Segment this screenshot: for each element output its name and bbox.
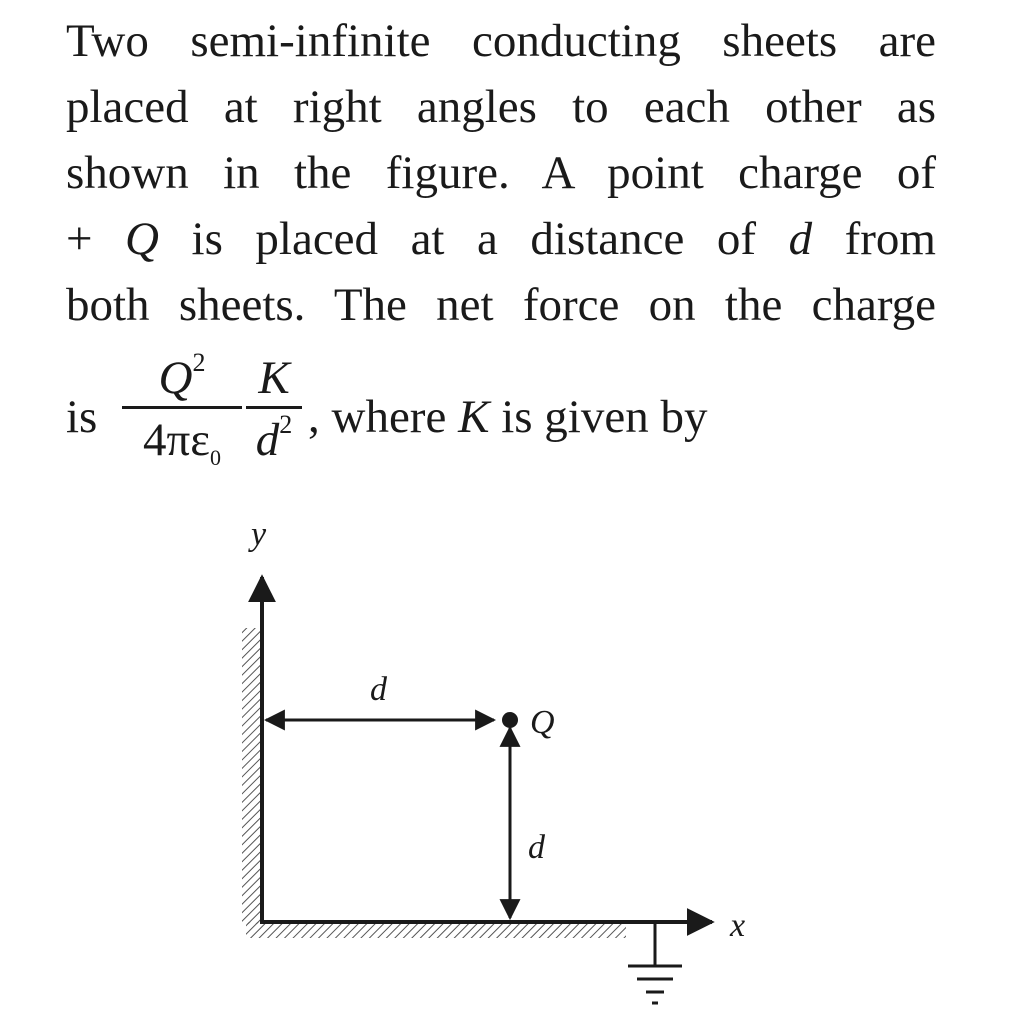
question-line-2: placed at right angles to each other as [66,81,936,133]
formula-is-word: is [66,391,98,443]
fraction-k [246,352,302,469]
line4-text-2: from [812,213,936,265]
conducting-sheets-figure [0,500,1024,1018]
x-axis-label: x [730,907,746,944]
vertical-sheet-hatching [242,628,262,924]
vertical-distance-label: d [528,829,545,866]
line4-text-1: is placed at a distance of [159,213,789,265]
plus-sign: + [66,213,126,265]
fraction-coulomb [122,348,242,470]
fraction-coulomb-denominator: $4\pi\varepsilon_0$ [143,414,221,470]
formula-trailing-text: , where K is given by [308,391,708,443]
charge-symbol: Q [125,213,159,265]
question-line-4 [66,206,936,272]
question-line-1: Two semi-infinite conducting sheets are [66,15,936,67]
question-line-3: shown in the figure. A point charge of [66,147,936,199]
charge-label: Q [530,704,555,741]
fraction-coulomb-numerator: $Q^2$ [158,348,206,404]
distance-symbol: d [788,213,813,265]
y-axis-label: y [251,516,267,553]
horizontal-sheet-hatching [246,922,626,938]
fraction-k-numerator: K [258,352,290,404]
horizontal-distance-label: d [370,671,387,708]
fraction-k-denominator: $d^2$ [255,410,293,466]
force-formula-line [66,348,936,482]
question-line-5: both sheets. The net force on the charge [66,279,936,331]
question-text [66,8,936,338]
point-charge [502,712,518,728]
ground-icon [628,924,682,1003]
